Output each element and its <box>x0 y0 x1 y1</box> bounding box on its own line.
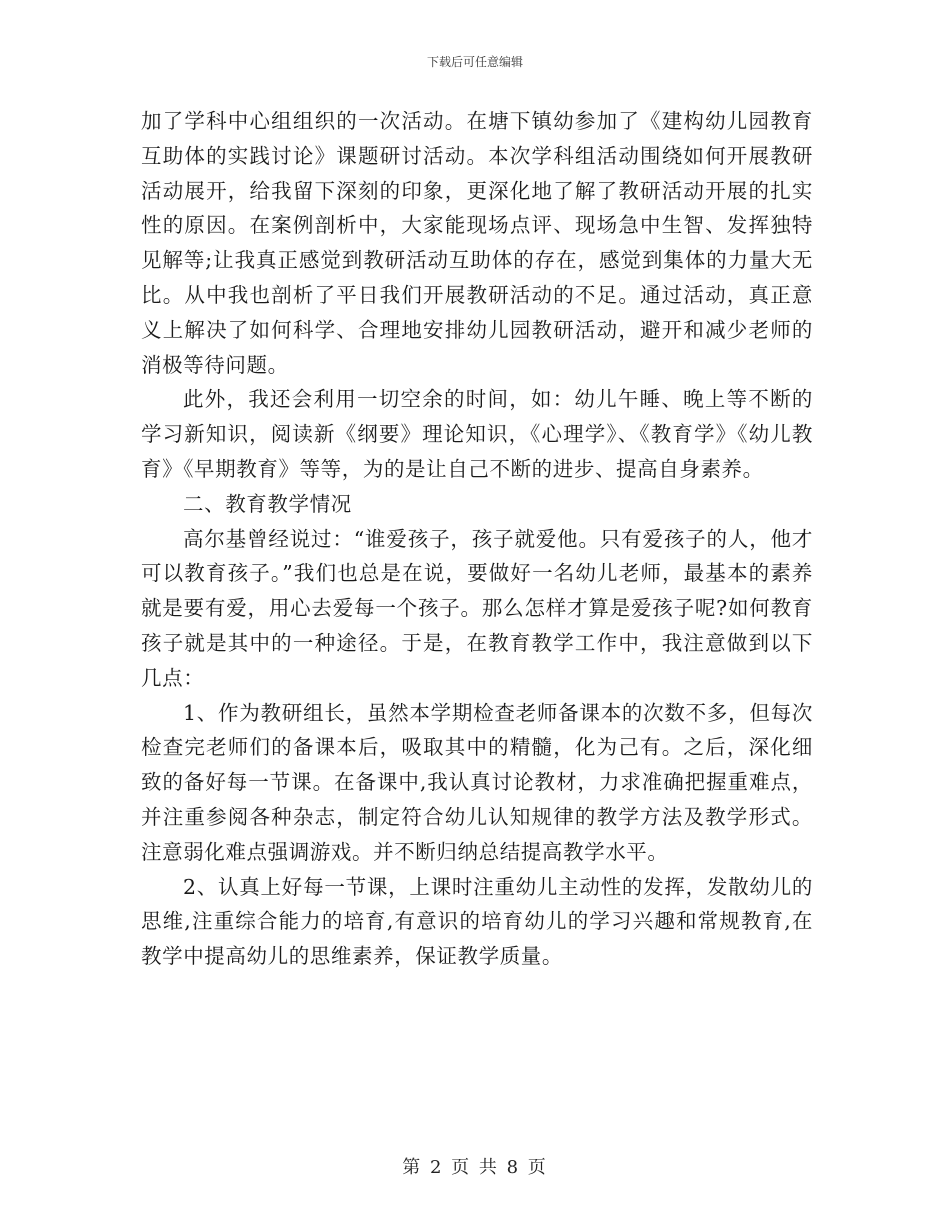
section-heading-teaching: 二、教育教学情况 <box>183 491 352 516</box>
paragraph-activity: 加了学科中心组组织的一次活动。在塘下镇幼参加了《建构幼儿园教育互助体的实践讨论》课题研讨活动。本次学科组活动围绕如何开展教研活动展开，给我留下深刻的印象，更深化地了解了教研活动开展的扎实性的原因。在案例剖析中，大家能现场点评、现场急中生智、发挥独特见解等;让我真正感觉到教研活动互助体的存在，感觉到集体的力量大无比。从中我也剖析了平日我们开展教研活动的不足。通过活动，真正意义上解决了如何科学、合理地安排幼儿园教研活动，避开和减少老师的消极等待问题。 <box>141 109 813 377</box>
paragraph-point-2: 2、认真上好每一节课，上课时注重幼儿主动性的发挥，发散幼儿的思维,注重综合能力的培育,有意识的培育幼儿的学习兴趣和常规教育,在教学中提高幼儿的思维素养，保证教学质量。 <box>141 874 813 969</box>
paragraph-gorky-quote: 高尔基曾经说过：“谁爱孩子，孩子就爱他。只有爱孩子的人，他才可以教育孩子。”我们也总是在说，要做好一名幼儿老师，最基本的素养就是要有爱，用心去爱每一个孩子。那么怎样才算是爱孩子呢?如何教育孩子就是其中的一种途径。于是，在教育教学工作中，我注意做到以下几点： <box>141 526 813 690</box>
paragraph-self-study: 此外，我还会利用一切空余的时间，如：幼儿午睡、晚上等不断的学习新知识，阅读新《纲要》理论知识，《心理学》、《教育学》《幼儿教育》《早期教育》等等，为的是让自己不断的进步、提高自身素养。 <box>141 387 813 481</box>
page-header: 下载后可任意编辑 <box>426 55 523 69</box>
paragraph-point-1: 1、作为教研组长，虽然本学期检查老师备课本的次数不多，但每次检查完老师们的备课本后，吸取其中的精髓，化为己有。之后，深化细致的备好每一节课。在备课中,我认真讨论教材，力求准确把握重难点，并注重参阅各种杂志，制定符合幼儿认知规律的教学方法及教学形式。注意弱化难点强调游戏。并不断归纳总结提高教学水平。 <box>141 700 813 864</box>
page-footer: 第 2 页 共 8 页 <box>402 1157 548 1178</box>
document-body <box>141 104 813 974</box>
